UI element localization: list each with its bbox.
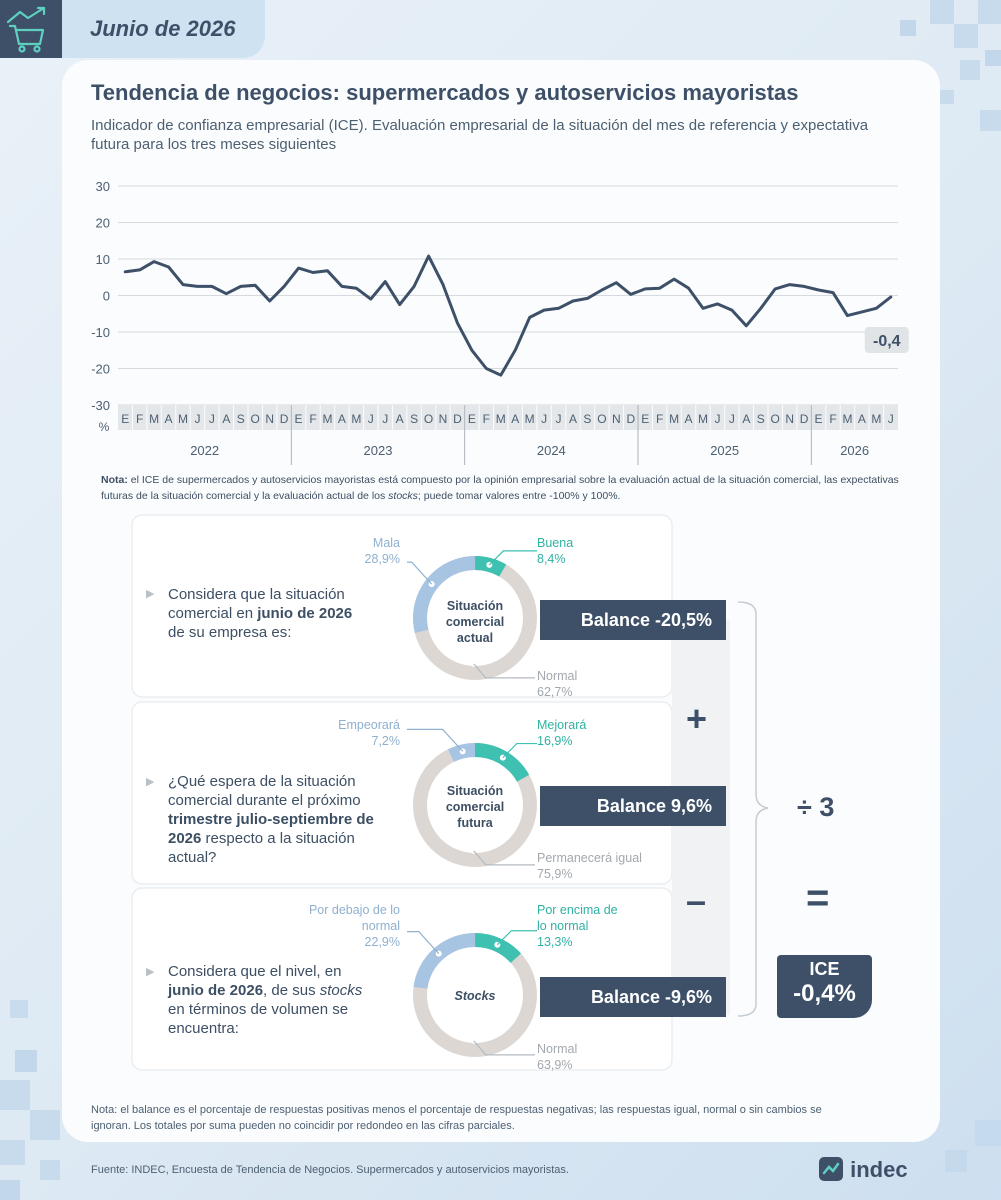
donut-1-negative-value: 28,9% xyxy=(364,552,400,566)
y-tick-label: 30 xyxy=(95,179,110,194)
x-tick-label: M xyxy=(842,412,853,426)
x-tick-label: F xyxy=(135,412,144,426)
y-tick-label: -20 xyxy=(91,361,110,377)
y-tick-label: 0 xyxy=(102,288,110,304)
donut-2-negative-name: Empeorará xyxy=(338,718,400,732)
y-tick-label: 10 xyxy=(95,252,110,267)
donut-1-center-line: actual xyxy=(456,631,494,645)
donut-1-center-label xyxy=(425,598,525,646)
x-tick-label: D xyxy=(453,412,462,426)
donut-2-negative-value: 7,2% xyxy=(371,734,400,748)
year-label: 2025 xyxy=(710,443,740,458)
donut-2-neutral-value: 75,9% xyxy=(537,867,573,881)
x-tick-label: J xyxy=(714,412,721,426)
x-tick-label: E xyxy=(814,412,823,426)
note-text-a: el ICE de supermercados y autoservicios mayoristas está compuesto por la opinión empresarial sobre la evaluación actual de la situación comercial, las expectativas futuras de la situación comercial y la evaluación actual de los xyxy=(101,474,899,502)
x-tick-label: O xyxy=(250,412,260,426)
indec-logo xyxy=(818,1156,908,1183)
balance-1: Balance -20,5% xyxy=(540,600,726,640)
x-tick-label: A xyxy=(511,412,520,426)
y-tick-label: -30 xyxy=(91,398,110,413)
x-tick-label: N xyxy=(785,412,795,426)
x-tick-label: J xyxy=(541,412,548,426)
donut-2-neutral-label xyxy=(537,850,642,882)
x-tick-label: M xyxy=(871,412,882,426)
x-tick-label: J xyxy=(194,412,201,426)
x-tick-label: M xyxy=(149,412,160,426)
question-1 xyxy=(168,585,368,642)
x-tick-label: F xyxy=(829,412,837,426)
x-tick-label: D xyxy=(626,412,636,426)
source-text: Fuente: INDEC, Encuesta de Tendencia de Negocios. Supermercados y autoservicios mayoristas. xyxy=(91,1164,569,1176)
donut-1-neutral-name: Normal xyxy=(537,669,578,683)
indec-logo-text: indec xyxy=(850,1157,908,1182)
x-tick-label: E xyxy=(121,412,130,426)
donut-1-positive-label xyxy=(537,535,573,567)
year-label: 2023 xyxy=(363,443,393,458)
x-tick-label: J xyxy=(728,412,735,426)
x-tick-label: N xyxy=(611,412,621,426)
x-tick-label: E xyxy=(294,412,303,426)
x-tick-label: O xyxy=(597,412,607,426)
donut-3-negative-name: Por debajo de lo normal xyxy=(308,903,400,933)
x-tick-label: S xyxy=(410,412,419,426)
ice-result-label: ICE xyxy=(809,959,840,979)
donut-2-positive-label xyxy=(537,717,586,749)
donut-1-positive-name: Buena xyxy=(537,536,574,550)
balance-2: Balance 9,6% xyxy=(540,786,726,826)
balance-brace xyxy=(738,602,768,1016)
ice-result-box xyxy=(777,955,872,1018)
x-tick-label: F xyxy=(482,412,491,426)
question-3-bold: junio de 2026 xyxy=(168,982,264,999)
x-tick-label: O xyxy=(423,412,434,426)
header-date: Junio de 2026 xyxy=(90,16,236,41)
donut-2-center-line: Situación xyxy=(446,784,504,798)
donut-3-positive-value: 13,3% xyxy=(537,935,573,949)
x-tick-label: A xyxy=(857,412,866,426)
x-tick-label: M xyxy=(698,412,708,426)
year-label: 2026 xyxy=(840,443,870,458)
x-tick-label: A xyxy=(568,412,578,426)
x-tick-label: A xyxy=(222,412,231,426)
question-2 xyxy=(168,772,383,867)
x-tick-label: N xyxy=(265,412,275,426)
question-3-text-b: , de sus xyxy=(263,982,320,999)
x-tick-label: E xyxy=(467,412,476,426)
minus-operator: – xyxy=(686,880,707,921)
x-tick-label: F xyxy=(655,412,664,426)
divide-operator: ÷ 3 xyxy=(797,792,835,822)
x-tick-label: J xyxy=(208,412,215,426)
donut-2-center-label xyxy=(425,783,525,831)
note-text-italic: stocks xyxy=(388,490,418,502)
balance-note: Nota: el balance es el porcentaje de respuestas positivas menos el porcentaje de respuestas negativas; las respuestas igual, normal o sin cambios se ignoran. Los totales por suma pueden no coincidir por redondeo en las cifras parciales. xyxy=(91,1104,822,1132)
question-2-text-b: respecto a la situación actual? xyxy=(168,830,355,866)
x-tick-label: S xyxy=(583,412,592,426)
x-tick-label: A xyxy=(395,412,404,426)
donut-3-negative-label xyxy=(300,902,400,950)
x-tick-label: A xyxy=(337,412,346,426)
y-tick-label: 20 xyxy=(95,215,110,231)
x-tick-label: S xyxy=(756,412,765,426)
donut-3-positive-name: Por encima de lo normal xyxy=(537,903,618,933)
x-tick-label: D xyxy=(799,412,809,426)
x-tick-label: O xyxy=(770,412,780,426)
x-tick-label: M xyxy=(178,412,188,426)
year-label: 2024 xyxy=(536,443,566,458)
question-1-text-a: Considera que la situación comercial en xyxy=(168,586,345,622)
bullet-arrow-icon: ▶ xyxy=(146,776,155,788)
question-3-italic: stocks xyxy=(319,982,363,999)
x-tick-label: F xyxy=(309,412,317,426)
x-tick-label: S xyxy=(236,412,245,426)
x-tick-label: M xyxy=(495,412,506,426)
question-3-text-c: en términos de volumen se encuentra: xyxy=(168,1001,349,1037)
donut-1-center-line: Situación xyxy=(446,599,504,613)
plus-operator: + xyxy=(686,698,708,739)
donut-2-neutral-name: Permanecerá igual xyxy=(537,851,642,865)
question-2-text-a: ¿Qué espera de la situación comercial durante el próximo xyxy=(168,773,361,809)
x-tick-label: J xyxy=(555,412,562,426)
question-3-text-a: Considera que el nivel, en xyxy=(168,963,342,980)
x-tick-label: M xyxy=(669,412,680,426)
donut-2-positive-value: 16,9% xyxy=(537,734,573,748)
x-tick-label: M xyxy=(322,412,333,426)
indec-logo-icon xyxy=(818,1156,844,1182)
donut-2-center-line: futura xyxy=(457,816,493,830)
donut-3-positive-label xyxy=(537,902,627,950)
x-tick-label: M xyxy=(351,412,362,426)
donut-3-neutral-label xyxy=(537,1041,577,1073)
bullet-arrow-icon: ▶ xyxy=(146,966,155,978)
x-tick-label: A xyxy=(164,412,173,426)
x-tick-label: A xyxy=(684,412,693,426)
question-2-bold: trimestre julio-septiembre de 2026 xyxy=(168,811,374,847)
donut-2-positive-name: Mejorará xyxy=(537,718,587,732)
year-label: 2022 xyxy=(190,443,220,458)
x-tick-label: J xyxy=(367,412,374,426)
page-title: Tendencia de negocios: supermercados y autoservicios mayoristas xyxy=(91,80,799,105)
question-1-text-b: de su empresa es: xyxy=(168,624,292,641)
donut-1-neutral-label xyxy=(537,668,577,700)
donut-3-neutral-value: 63,9% xyxy=(537,1058,573,1072)
bullet-arrow-icon: ▶ xyxy=(146,588,155,600)
x-tick-label: A xyxy=(742,412,751,426)
donut-2-center-line: comercial xyxy=(445,800,505,814)
donut-2-negative-label xyxy=(310,717,400,749)
note-text-b: ; puede tomar valores entre -100% y 100%. xyxy=(417,490,621,502)
donut-3-negative-value: 22,9% xyxy=(364,935,400,949)
donut-1-center-line: comercial xyxy=(445,615,505,629)
donut-1-neutral-value: 62,7% xyxy=(537,685,573,699)
question-1-bold: junio de 2026 xyxy=(257,605,353,622)
note-label: Nota: xyxy=(101,474,128,486)
donut-1-negative-name: Mala xyxy=(372,536,400,550)
page-subtitle: Indicador de confianza empresarial (ICE). Evaluación empresarial de la situación del mes de referencia y expectativa futura para los tres meses siguientes xyxy=(91,117,869,153)
last-value-label: -0,4 xyxy=(872,332,901,350)
balance-3: Balance -9,6% xyxy=(540,977,726,1017)
x-tick-label: J xyxy=(382,412,389,426)
x-tick-label: M xyxy=(524,412,535,426)
question-3 xyxy=(168,962,368,1038)
x-tick-label: E xyxy=(641,412,650,426)
donut-3-center-line: Stocks xyxy=(454,989,496,1003)
donut-3-center-label xyxy=(425,988,525,1004)
x-tick-label: D xyxy=(279,412,289,426)
donut-1-positive-value: 8,4% xyxy=(537,552,566,566)
donut-1-negative-label xyxy=(330,535,400,567)
ice-result-value: -0,4% xyxy=(793,980,856,1007)
x-tick-label: N xyxy=(438,412,448,426)
y-axis-unit: % xyxy=(98,420,110,434)
equals-operator: = xyxy=(806,876,830,920)
x-tick-label: J xyxy=(887,412,894,426)
donut-3-neutral-name: Normal xyxy=(537,1042,578,1056)
y-tick-label: -10 xyxy=(91,325,110,340)
